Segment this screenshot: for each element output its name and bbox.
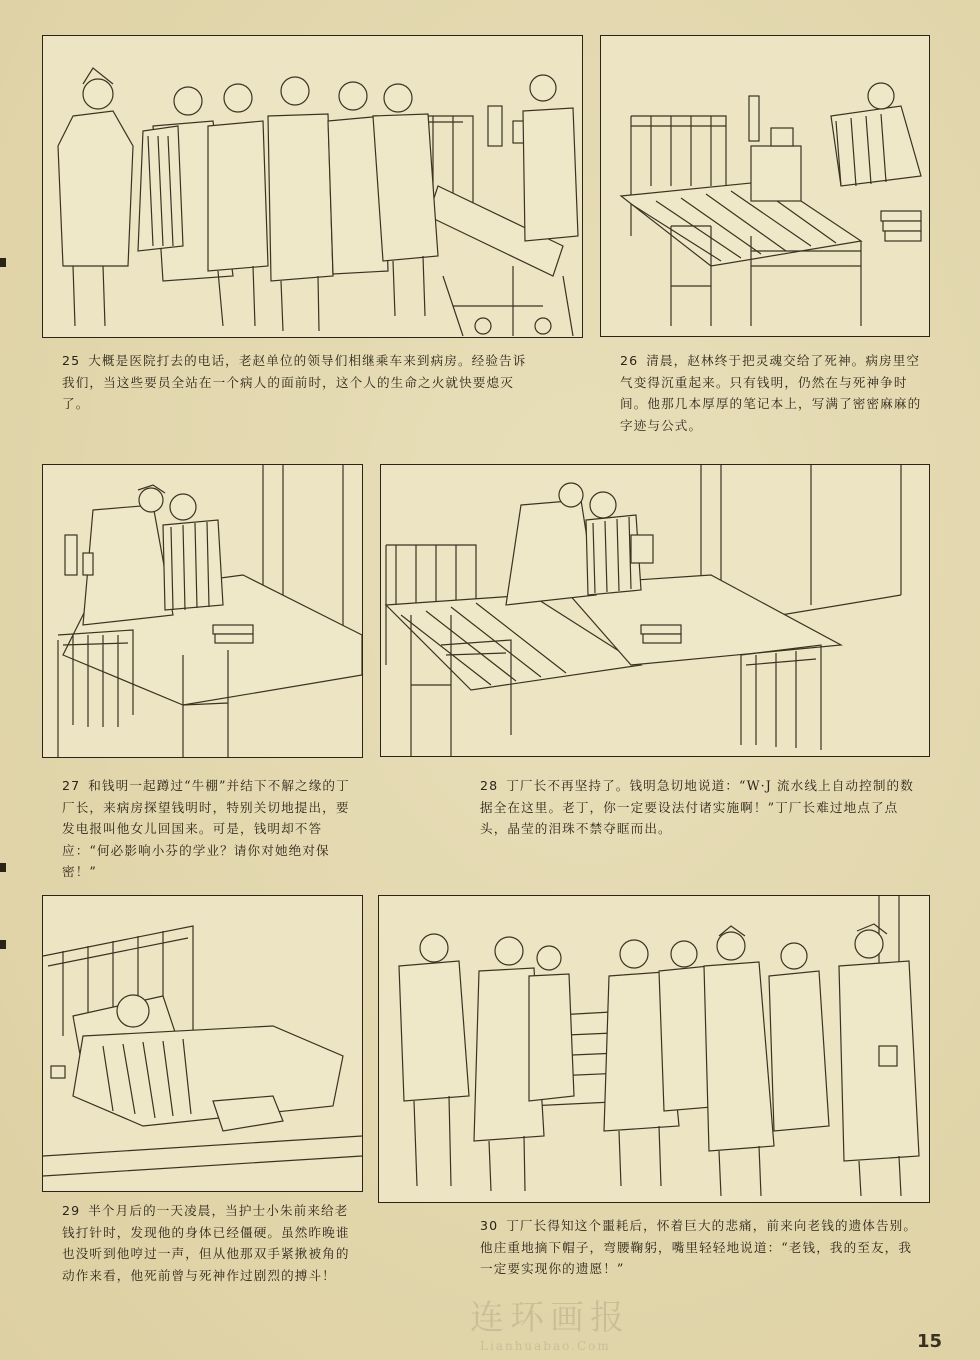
deathbed-drawing [43, 896, 362, 1191]
panel-number: 26 [620, 353, 639, 368]
panel-number: 25 [62, 353, 81, 368]
panel-29-caption [62, 1200, 362, 1286]
panel-26-caption [620, 350, 930, 436]
panel-25-caption [62, 350, 532, 415]
panel-28-illustration [380, 464, 930, 757]
binding-hole [0, 940, 6, 949]
panel-26-illustration [600, 35, 930, 337]
panel-30-caption [480, 1215, 920, 1280]
caption-text: 丁厂长不再坚持了。钱明急切地说道：“W·J 流水线上自动控制的数据全在这里。老丁，你一定要设法付诸实施啊！”丁厂长难过地点了点头，晶莹的泪珠不禁夺眶而出。 [480, 778, 914, 836]
panel-number: 28 [480, 778, 499, 793]
caption-text: 半个月后的一天凌晨，当护士小朱前来给老钱打针时，发现他的身体已经僵硬。虽然昨晚谁也没听到他哼过一声，但从他那双手紧揪被角的动作来看，他死前曾与死神作过剧烈的搏斗！ [62, 1203, 350, 1283]
handover-drawing [381, 465, 929, 756]
panel-29-illustration [42, 895, 363, 1192]
panel-number: 29 [62, 1203, 81, 1218]
visit-drawing [43, 465, 362, 757]
caption-text: 丁厂长得知这个噩耗后，怀着巨大的悲痛，前来向老钱的遗体告别。他庄重地摘下帽子，弯腰鞠躬，嘴里轻轻地说道：“老钱，我的至友，我一定要实现你的遗愿！” [480, 1218, 918, 1276]
caption-text: 清晨，赵林终于把灵魂交给了死神。病房里空气变得沉重起来。只有钱明，仍然在与死神争时间。他那几本厚厚的笔记本上，写满了密密麻麻的字迹与公式。 [620, 353, 922, 433]
binding-hole [0, 863, 6, 872]
panel-27-caption [62, 775, 358, 883]
page-number: 15 [916, 1331, 942, 1352]
binding-hole [0, 258, 6, 267]
farewell-drawing [379, 896, 929, 1202]
panel-27-illustration [42, 464, 363, 758]
panel-number: 27 [62, 778, 81, 793]
panel-25-illustration [42, 35, 583, 338]
watermark [470, 1290, 710, 1353]
panel-28-caption [480, 775, 920, 840]
caption-text: 和钱明一起蹲过“牛棚”并结下不解之缘的丁厂长，来病房探望钱明时，特别关切地提出，要发电报叫他女儿回国来。可是，钱明却不答应：“何必影响小芬的学业？请你对她绝对保密！” [62, 778, 350, 879]
caption-text: 大概是医院打去的电话，老赵单位的领导们相继乘车来到病房。经验告诉我们，当这些要员全站在一个病人的面前时，这个人的生命之火就快要熄灭了。 [62, 353, 527, 411]
watermark-text: 连环画报 [470, 1298, 630, 1338]
watermark-url: Lianhuabao.Com [480, 1339, 611, 1353]
panel-number: 30 [480, 1218, 499, 1233]
panel-30-illustration [378, 895, 930, 1203]
empty-ward-drawing [601, 36, 929, 336]
visitors-around-bed-drawing [43, 36, 582, 337]
